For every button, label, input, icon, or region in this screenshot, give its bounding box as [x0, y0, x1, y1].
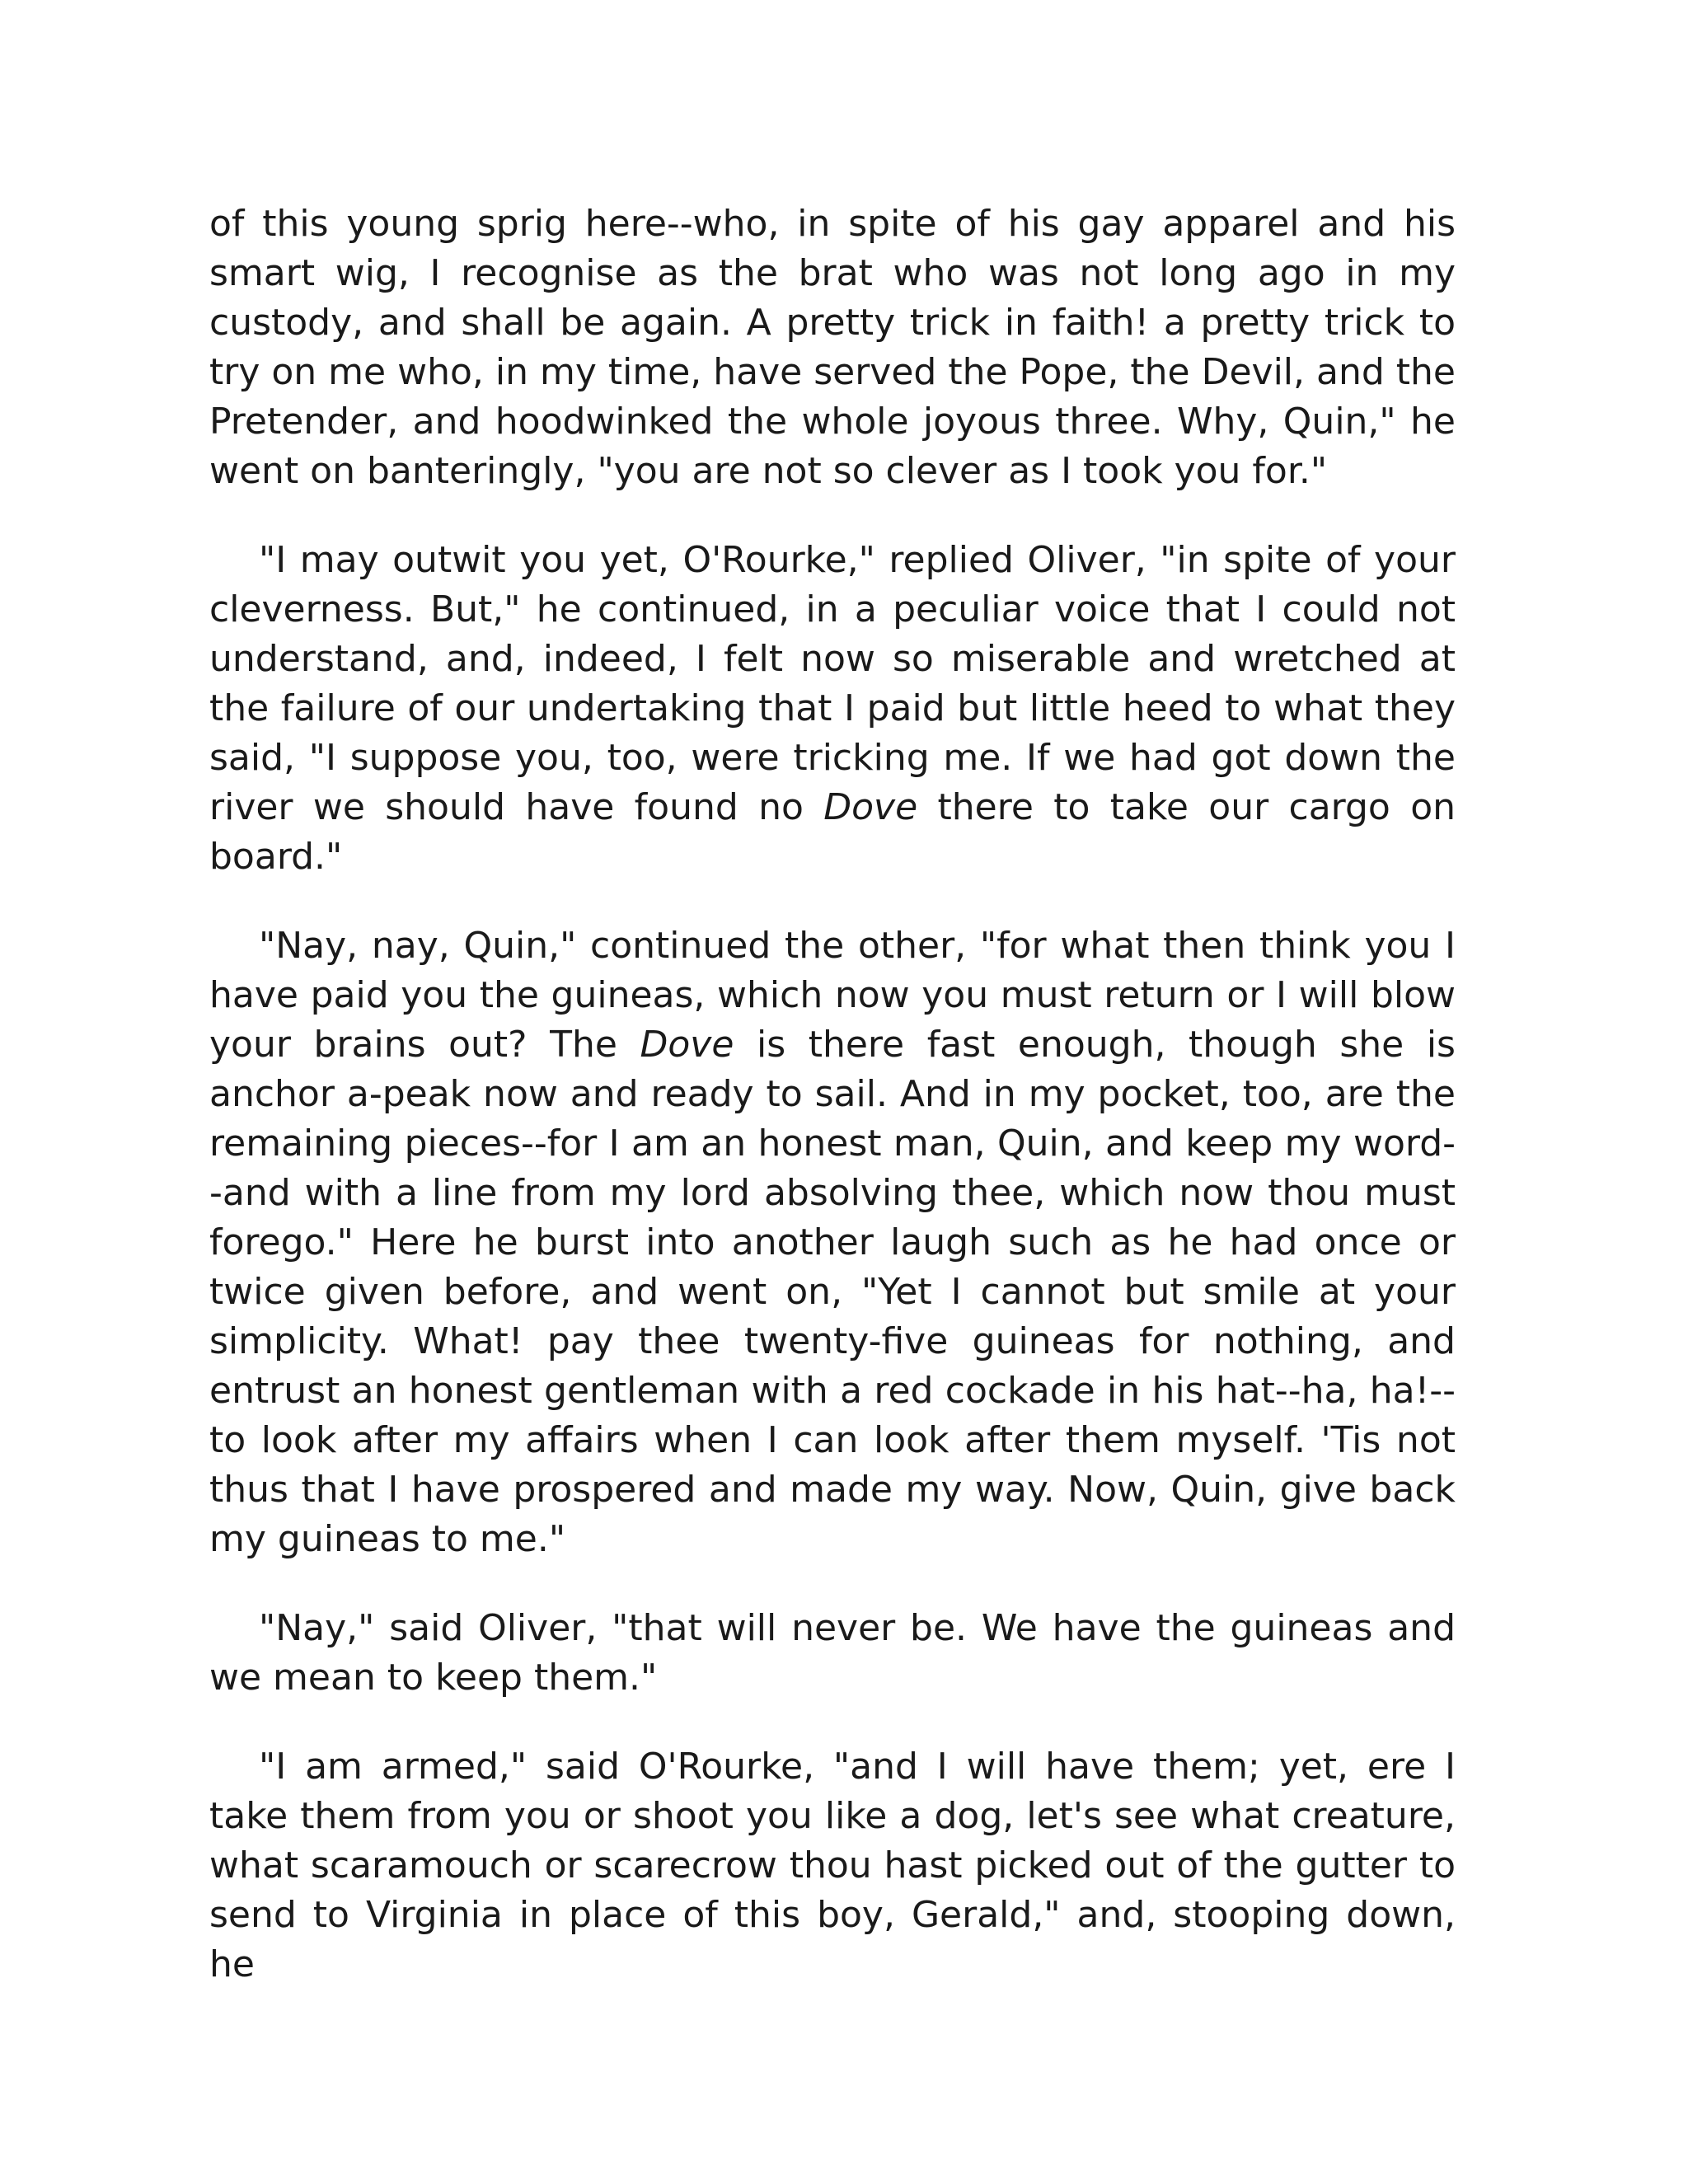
- paragraph-3-text-a: "Nay, nay, Quin," continued the other, "for what then think you I have paid you the guineas, which now you must return or I will blow your brains out? The: [209, 925, 1456, 1066]
- paragraph-4-text: "Nay," said Oliver, "that will never be. We have the guineas and we mean to keep them.": [209, 1607, 1456, 1699]
- paragraph-5: [209, 1742, 1456, 1990]
- paragraph-4: [209, 1604, 1456, 1703]
- paragraph-1-text: of this young sprig here--who, in spite of his gay apparel and his smart wig, I recognise as the brat who was not long ago in my custody, and shall be again. A pretty trick in faith! a pretty trick to try on me who, in my time, have served the Pope, the Devil, and the Pretender, and hoodwinked the whole joyous three. Why, Quin," he went on banteringly, "you are not so clever as I took you for.": [209, 203, 1456, 492]
- ship-name-dove: Dove: [640, 1024, 734, 1066]
- paragraph-2: [209, 536, 1456, 882]
- paragraph-5-text: "I am armed," said O'Rourke, "and I will have them; yet, ere I take them from you or shoot you like a dog, let's see what creature, what scaramouch or scarecrow thou hast picked out of the gutter to send to Virginia in place of this boy, Gerald," and, stooping down, he: [209, 1746, 1456, 1985]
- ship-name-dove: Dove: [823, 786, 918, 828]
- paragraph-2-text-b: there to take our cargo on board.": [209, 786, 1456, 878]
- paragraph-1: [209, 199, 1456, 496]
- paragraph-3-text-b: is there fast enough, though she is anchor a-peak now and ready to sail. And in my pocket, too, are the remaining pieces--for I am an honest man, Quin, and keep my word--and with a line from my lord absolving thee, which now thou must forego." Here he burst into another laugh such as he had once or twice given before, and went on, "Yet I cannot but smile at your simplicity. What! pay thee twenty-five guineas for nothing, and entrust an honest gentleman with a red cockade in his hat--ha, ha!--to look after my affairs when I can look after them myself. 'Tis not thus that I have prospered and made my way. Now, Quin, give back my guineas to me.": [209, 1024, 1456, 1560]
- book-page: [209, 199, 1456, 1990]
- paragraph-2-text-a: "I may outwit you yet, O'Rourke," replied Oliver, "in spite of your cleverness. But," he continued, in a peculiar voice that I could not understand, and, indeed, I felt now so miserable and wretched at the failure of our undertaking that I paid but little heed to what they said, "I suppose you, too, were tricking me. If we had got down the river we should have found no: [209, 539, 1456, 828]
- paragraph-3: [209, 921, 1456, 1564]
